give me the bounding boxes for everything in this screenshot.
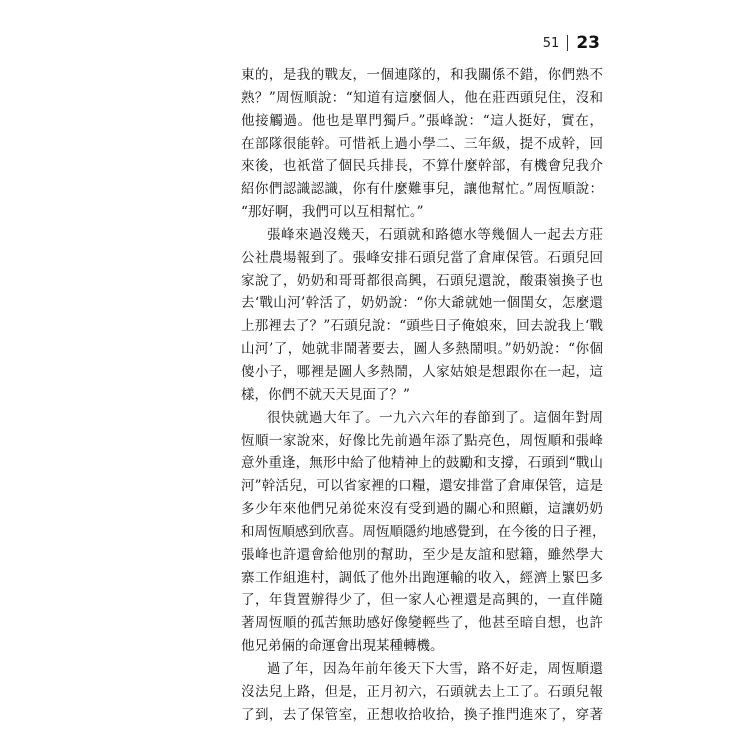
text-line: 寨工作組進村，調低了他外出跑運輸的收入，經濟上緊巴多: [241, 569, 603, 586]
text-line: 熟？”周恆順說：“知道有這麼個人，他在莊西頭兒住，沒和: [241, 89, 603, 106]
page-label: 51: [542, 35, 560, 51]
text-line: 河”幹活兒，可以省家裡的口糧，還安排當了倉庫保管，這是: [241, 478, 603, 495]
text-line: 了，年貨置辦得少了，但一家人心裡還是高興的，一直伴隨: [241, 592, 603, 609]
text-line: 來後，也祇當了個民兵排長，不算什麼幹部，有機會兒我介: [241, 158, 603, 175]
paragraph-first-line: 過了年，因為年前年後天下大雪，路不好走，周恆順還: [267, 660, 603, 677]
text-line: 公社農場報到了。張峰安排石頭兒當了倉庫保管。石頭兒回: [241, 249, 603, 266]
page-header: [543, 30, 600, 56]
text-line: 和周恆順感到欣喜。周恆順隱約地感覺到，在今後的日子裡，: [241, 523, 606, 540]
text-line: 上那裡去了？”石頭兒說：“頭些日子俺娘來，回去說我上‘戰: [241, 318, 603, 335]
text-line: 意外重逢，無形中給了他精神上的鼓勵和支撐，石頭到“戰山: [241, 455, 603, 472]
text-line: 張峰也許還會給他別的幫助，至少是友誼和慰籍，雖然學大: [241, 546, 603, 563]
text-line: 在部隊很能幹。可惜祇上過小學二、三年級，提不成幹，回: [241, 135, 603, 152]
text-line: 他兄弟倆的命運會出現某種轉機。: [241, 638, 444, 655]
text-line: 樣，你們不就天天見面了？”: [241, 386, 410, 403]
text-line: 多少年來他們兄弟從來沒有受到過的關心和照顧，這讓奶奶: [241, 501, 603, 518]
text-line: 山河’了，她就非鬧著要去，圖人多熱鬧唄。”奶奶說：“你個: [241, 341, 603, 358]
text-line: 傻小子，哪裡是圖人多熱鬧，人家姑娘是想跟你在一起，這: [241, 363, 603, 380]
text-line: 家說了，奶奶和哥哥都很高興，石頭兒還說，酸棗嶺換子也: [241, 272, 603, 289]
paragraph-first-line: 很快就過大年了。一九六六年的春節到了。這個年對周: [267, 409, 603, 426]
body-text: [241, 64, 606, 726]
text-line: 恆順一家說來，好像比先前過年添了點亮色，周恆順和張峰: [241, 432, 603, 449]
text-line: 沒法兒上路，但是，正月初六，石頭就去上工了。石頭兒報: [241, 683, 603, 700]
page-number: 23: [576, 33, 600, 53]
text-line: 了到，去了保管室，正想收拾收拾，換子推門進來了，穿著: [241, 706, 603, 723]
text-line: 紹你們認識認識，你有什麼難事兒，讓他幫忙。”周恆順說：: [241, 181, 603, 198]
text-line: “那好啊，我們可以互相幫忙。”: [241, 204, 424, 221]
header-divider: [567, 35, 568, 51]
text-line: 他接觸過。他也是單門獨戶。”張峰說：“這人挺好，實在，: [241, 112, 603, 129]
text-line: 東的，是我的戰友，一個連隊的，和我關係不錯，你們熟不: [241, 67, 603, 83]
text-line: 去‘戰山河’幹活了，奶奶說：“你大爺就她一個閨女，怎麼還: [241, 295, 603, 312]
text-line: 著周恆順的孤苦無助感好像變輕些了，他甚至暗自想，也許: [241, 615, 603, 632]
paragraph-first-line: 張峰來過沒幾天，石頭就和路德水等幾個人一起去方莊: [267, 226, 603, 243]
